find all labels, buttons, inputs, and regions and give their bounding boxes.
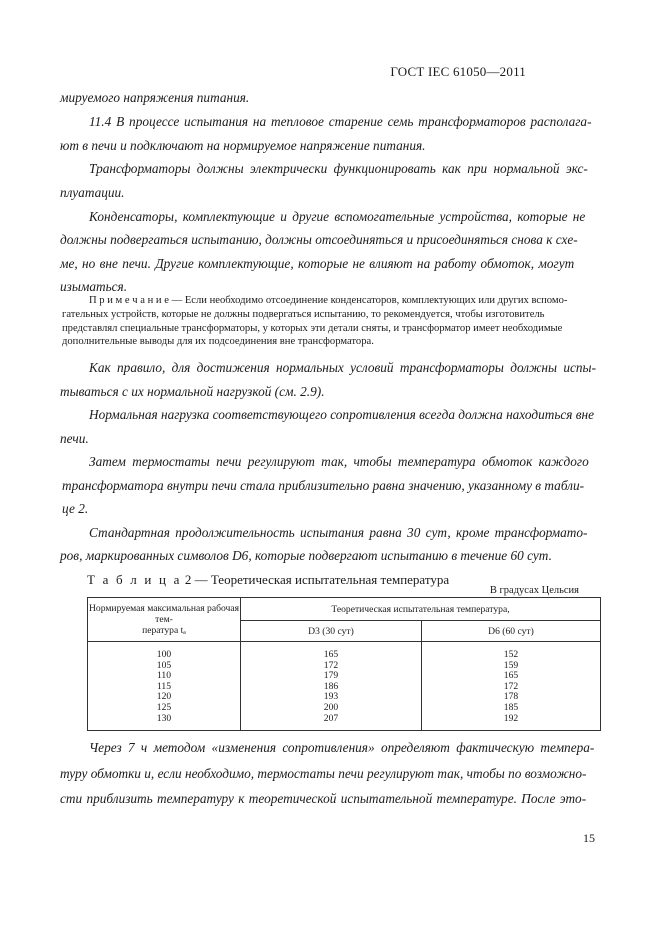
cell-value: 159 bbox=[503, 659, 519, 671]
paragraph-line: ют в печи и подключают на нормируемое напряжение питания. bbox=[60, 138, 426, 153]
paragraph-line: Через 7 ч методом «изменения сопротивления» определяют фактическую темпера- bbox=[89, 740, 595, 755]
paragraph-line: изыматься. bbox=[60, 279, 128, 294]
table-caption bbox=[87, 572, 449, 588]
note-line: представлял специальные трансформаторы, у которых эти детали сняты, и трансформатор имеет необходимые bbox=[62, 323, 563, 334]
paragraph-line: тываться с их нормальной нагрузкой (см. 2.9). bbox=[60, 384, 325, 399]
cell-value: 115 bbox=[156, 680, 172, 692]
note-label: П р и м е ч а н и е bbox=[89, 295, 169, 306]
cell-value: 152 bbox=[503, 649, 519, 660]
cell-value: 179 bbox=[323, 670, 339, 682]
cell-value: 185 bbox=[503, 701, 519, 713]
paragraph-line: печи. bbox=[60, 431, 89, 446]
standard-code: ГОСТ IEC 61050—2011 bbox=[390, 64, 526, 79]
header-line: Нормируемая максимальная рабочая тем- bbox=[88, 603, 240, 625]
paragraph-line: плуатации. bbox=[60, 185, 125, 200]
cell-value: 186 bbox=[323, 680, 339, 692]
cell-value: 192 bbox=[503, 712, 519, 724]
table-header-theoretical-temperature: Теоретическая испытательная температура, bbox=[241, 598, 601, 621]
note-line: дополнительные выводы для их подсоединения вне трансформатора. bbox=[62, 336, 374, 347]
cell-value: 105 bbox=[156, 659, 172, 671]
paragraph-line: Нормальная нагрузка соответствующего сопротивления всегда должна находиться вне bbox=[89, 407, 595, 422]
table-subheader-d6: D6 (60 сут) bbox=[422, 621, 601, 642]
cell-value: 207 bbox=[323, 712, 339, 724]
cell-value: 172 bbox=[323, 659, 339, 671]
table-caption-text: 2 — Теоретическая испытательная температура bbox=[184, 572, 450, 587]
table-units: В градусах Цельсия bbox=[489, 585, 579, 596]
page-number: 15 bbox=[583, 831, 595, 845]
cell-value: 110 bbox=[156, 670, 172, 682]
table-caption-label: Т а б л и ц а bbox=[87, 572, 182, 587]
paragraph-line: должны подвергаться испытанию, должны отсоединяться и присоединяться снова к схе- bbox=[60, 232, 578, 247]
table-cell bbox=[88, 642, 241, 731]
temperature-table bbox=[87, 597, 601, 731]
paragraph-line: Стандартная продолжительность испытания равна 30 сут, кроме трансформато- bbox=[89, 525, 588, 540]
cell-value: 193 bbox=[323, 691, 339, 703]
cell-value: 165 bbox=[503, 670, 519, 682]
paragraph-line: Конденсаторы, комплектующие и другие вспомогательные устройства, которые не bbox=[89, 209, 586, 224]
cell-value: 120 bbox=[156, 691, 172, 703]
paragraph-line: це 2. bbox=[62, 501, 89, 516]
table-cell bbox=[241, 642, 422, 731]
table-cell bbox=[422, 642, 601, 731]
table-row bbox=[88, 642, 601, 731]
note-line bbox=[89, 296, 567, 307]
table-header-rated-temperature bbox=[88, 598, 241, 642]
paragraph-line: Как правило, для достижения нормальных условий трансформаторы должны испы- bbox=[89, 360, 596, 375]
cell-value: 100 bbox=[156, 649, 172, 660]
paragraph-line: мируемого напряжения питания. bbox=[60, 90, 250, 105]
table-subheader-d3: D3 (30 сут) bbox=[241, 621, 422, 642]
cell-value: 125 bbox=[156, 701, 172, 713]
cell-value: 172 bbox=[503, 680, 519, 692]
paragraph-line: трансформатора внутри печи стала приблизительно равна значению, указанному в табли- bbox=[62, 478, 585, 493]
cell-value: 200 bbox=[323, 701, 339, 713]
paragraph-line: сти приблизить температуру к теоретической испытательной температуре. После это- bbox=[60, 791, 587, 806]
cell-value: 178 bbox=[503, 691, 519, 703]
paragraph-line: ров, маркированных символов D6, которые подвергают испытанию в течение 60 сут. bbox=[60, 548, 552, 563]
paragraph-line: ме, но вне печи. Другие комплектующие, которые не влияют на работу обмоток, могут bbox=[60, 256, 575, 271]
note-text: — Если необходимо отсоединение конденсаторов, комплектующих или других вспомо- bbox=[171, 295, 568, 306]
note-line: гательных устройств, которые не должны подвергаться испытанию, то рекомендуется, чтобы изготовитель bbox=[62, 309, 545, 320]
header-line: пература tₐ bbox=[142, 625, 186, 636]
paragraph-line: туру обмотки и, если необходимо, термостаты печи регулируют так, чтобы по возможно- bbox=[60, 766, 587, 781]
paragraph-line: Трансформаторы должны электрически функционировать как при нормальной экс- bbox=[89, 161, 588, 176]
cell-value: 165 bbox=[323, 649, 339, 660]
cell-value: 130 bbox=[156, 712, 172, 724]
paragraph-line: 11.4 В процессе испытания на тепловое старение семь трансформаторов располага- bbox=[89, 114, 592, 129]
paragraph-line: Затем термостаты печи регулируют так, чтобы температура обмоток каждого bbox=[89, 454, 589, 469]
